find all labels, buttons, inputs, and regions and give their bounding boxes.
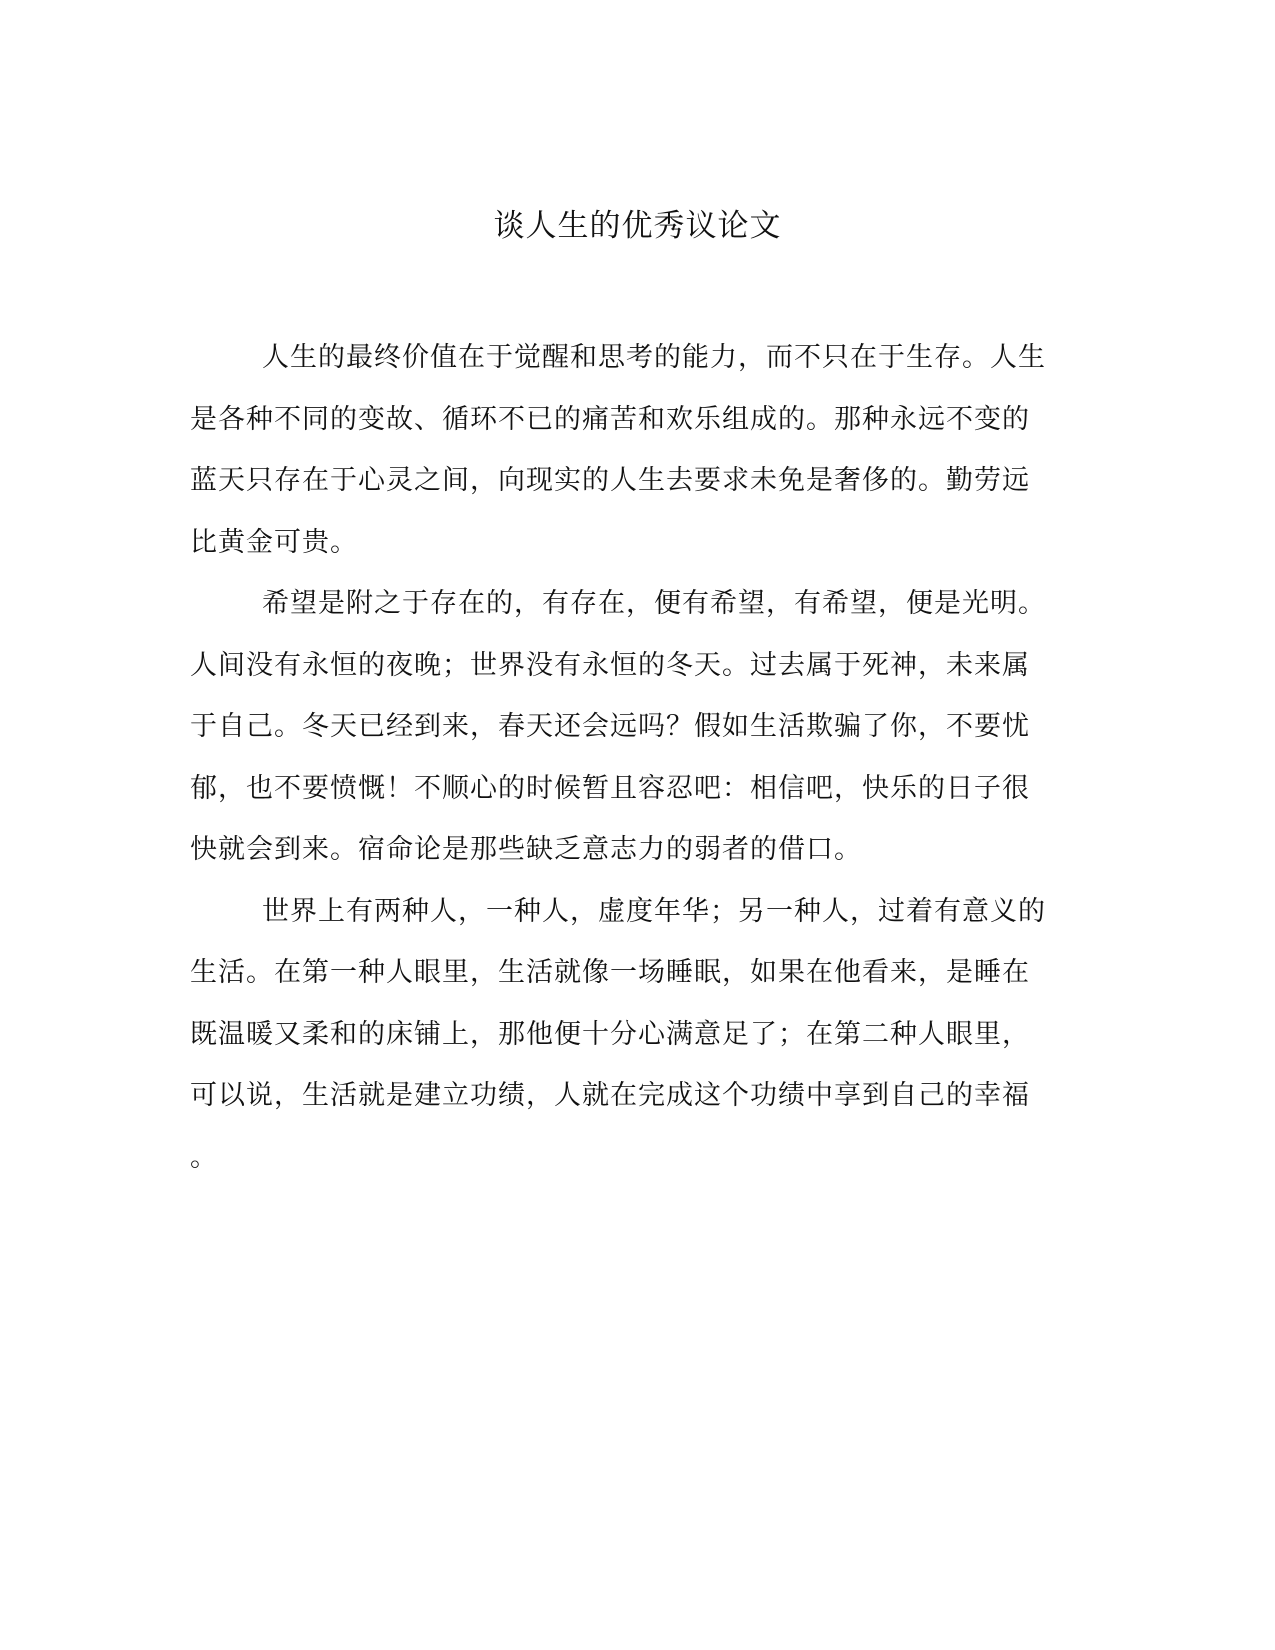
paragraph-3	[190, 881, 1070, 1189]
paragraph-line: 。	[190, 1141, 218, 1173]
paragraph-line: 希望是附之于存在的，有存在，便有希望，有希望，便是光明。	[262, 588, 1046, 619]
paragraph-line: 比黄金可贵。	[190, 526, 358, 558]
paragraph-2	[190, 573, 1070, 881]
paragraph-line: 人间没有永恒的夜晚；世界没有永恒的冬天。过去属于死神，未来属	[190, 649, 1030, 681]
document-title: 谈人生的优秀议论文	[493, 208, 782, 244]
document-body	[190, 327, 1070, 1188]
paragraph-line: 人生的最终价值在于觉醒和思考的能力，而不只在于生存。人生	[262, 342, 1046, 373]
paragraph-line: 既温暖又柔和的床铺上，那他便十分心满意足了；在第二种人眼里，	[190, 1018, 1030, 1050]
paragraph-line: 可以说，生活就是建立功绩，人就在完成这个功绩中享到自己的幸福	[190, 1080, 1030, 1111]
paragraph-line: 于自己。冬天已经到来，春天还会远吗？假如生活欺骗了你，不要忧	[190, 711, 1030, 742]
paragraph-line: 郁，也不要愤慨！不顺心的时候暂且容忍吧：相信吧，快乐的日子很	[190, 772, 1030, 804]
paragraph-line: 世界上有两种人，一种人，虚度年华；另一种人，过着有意义的	[262, 895, 1046, 927]
paragraph-1	[190, 327, 1070, 573]
paragraph-line: 蓝天只存在于心灵之间，向现实的人生去要求未免是奢侈的。勤劳远	[190, 465, 1030, 496]
paragraph-line: 是各种不同的变故、循环不已的痛苦和欢乐组成的。那种永远不变的	[190, 403, 1030, 435]
paragraph-line: 快就会到来。宿命论是那些缺乏意志力的弱者的借口。	[190, 834, 862, 865]
paragraph-line: 生活。在第一种人眼里，生活就像一场睡眠，如果在他看来，是睡在	[190, 957, 1030, 988]
